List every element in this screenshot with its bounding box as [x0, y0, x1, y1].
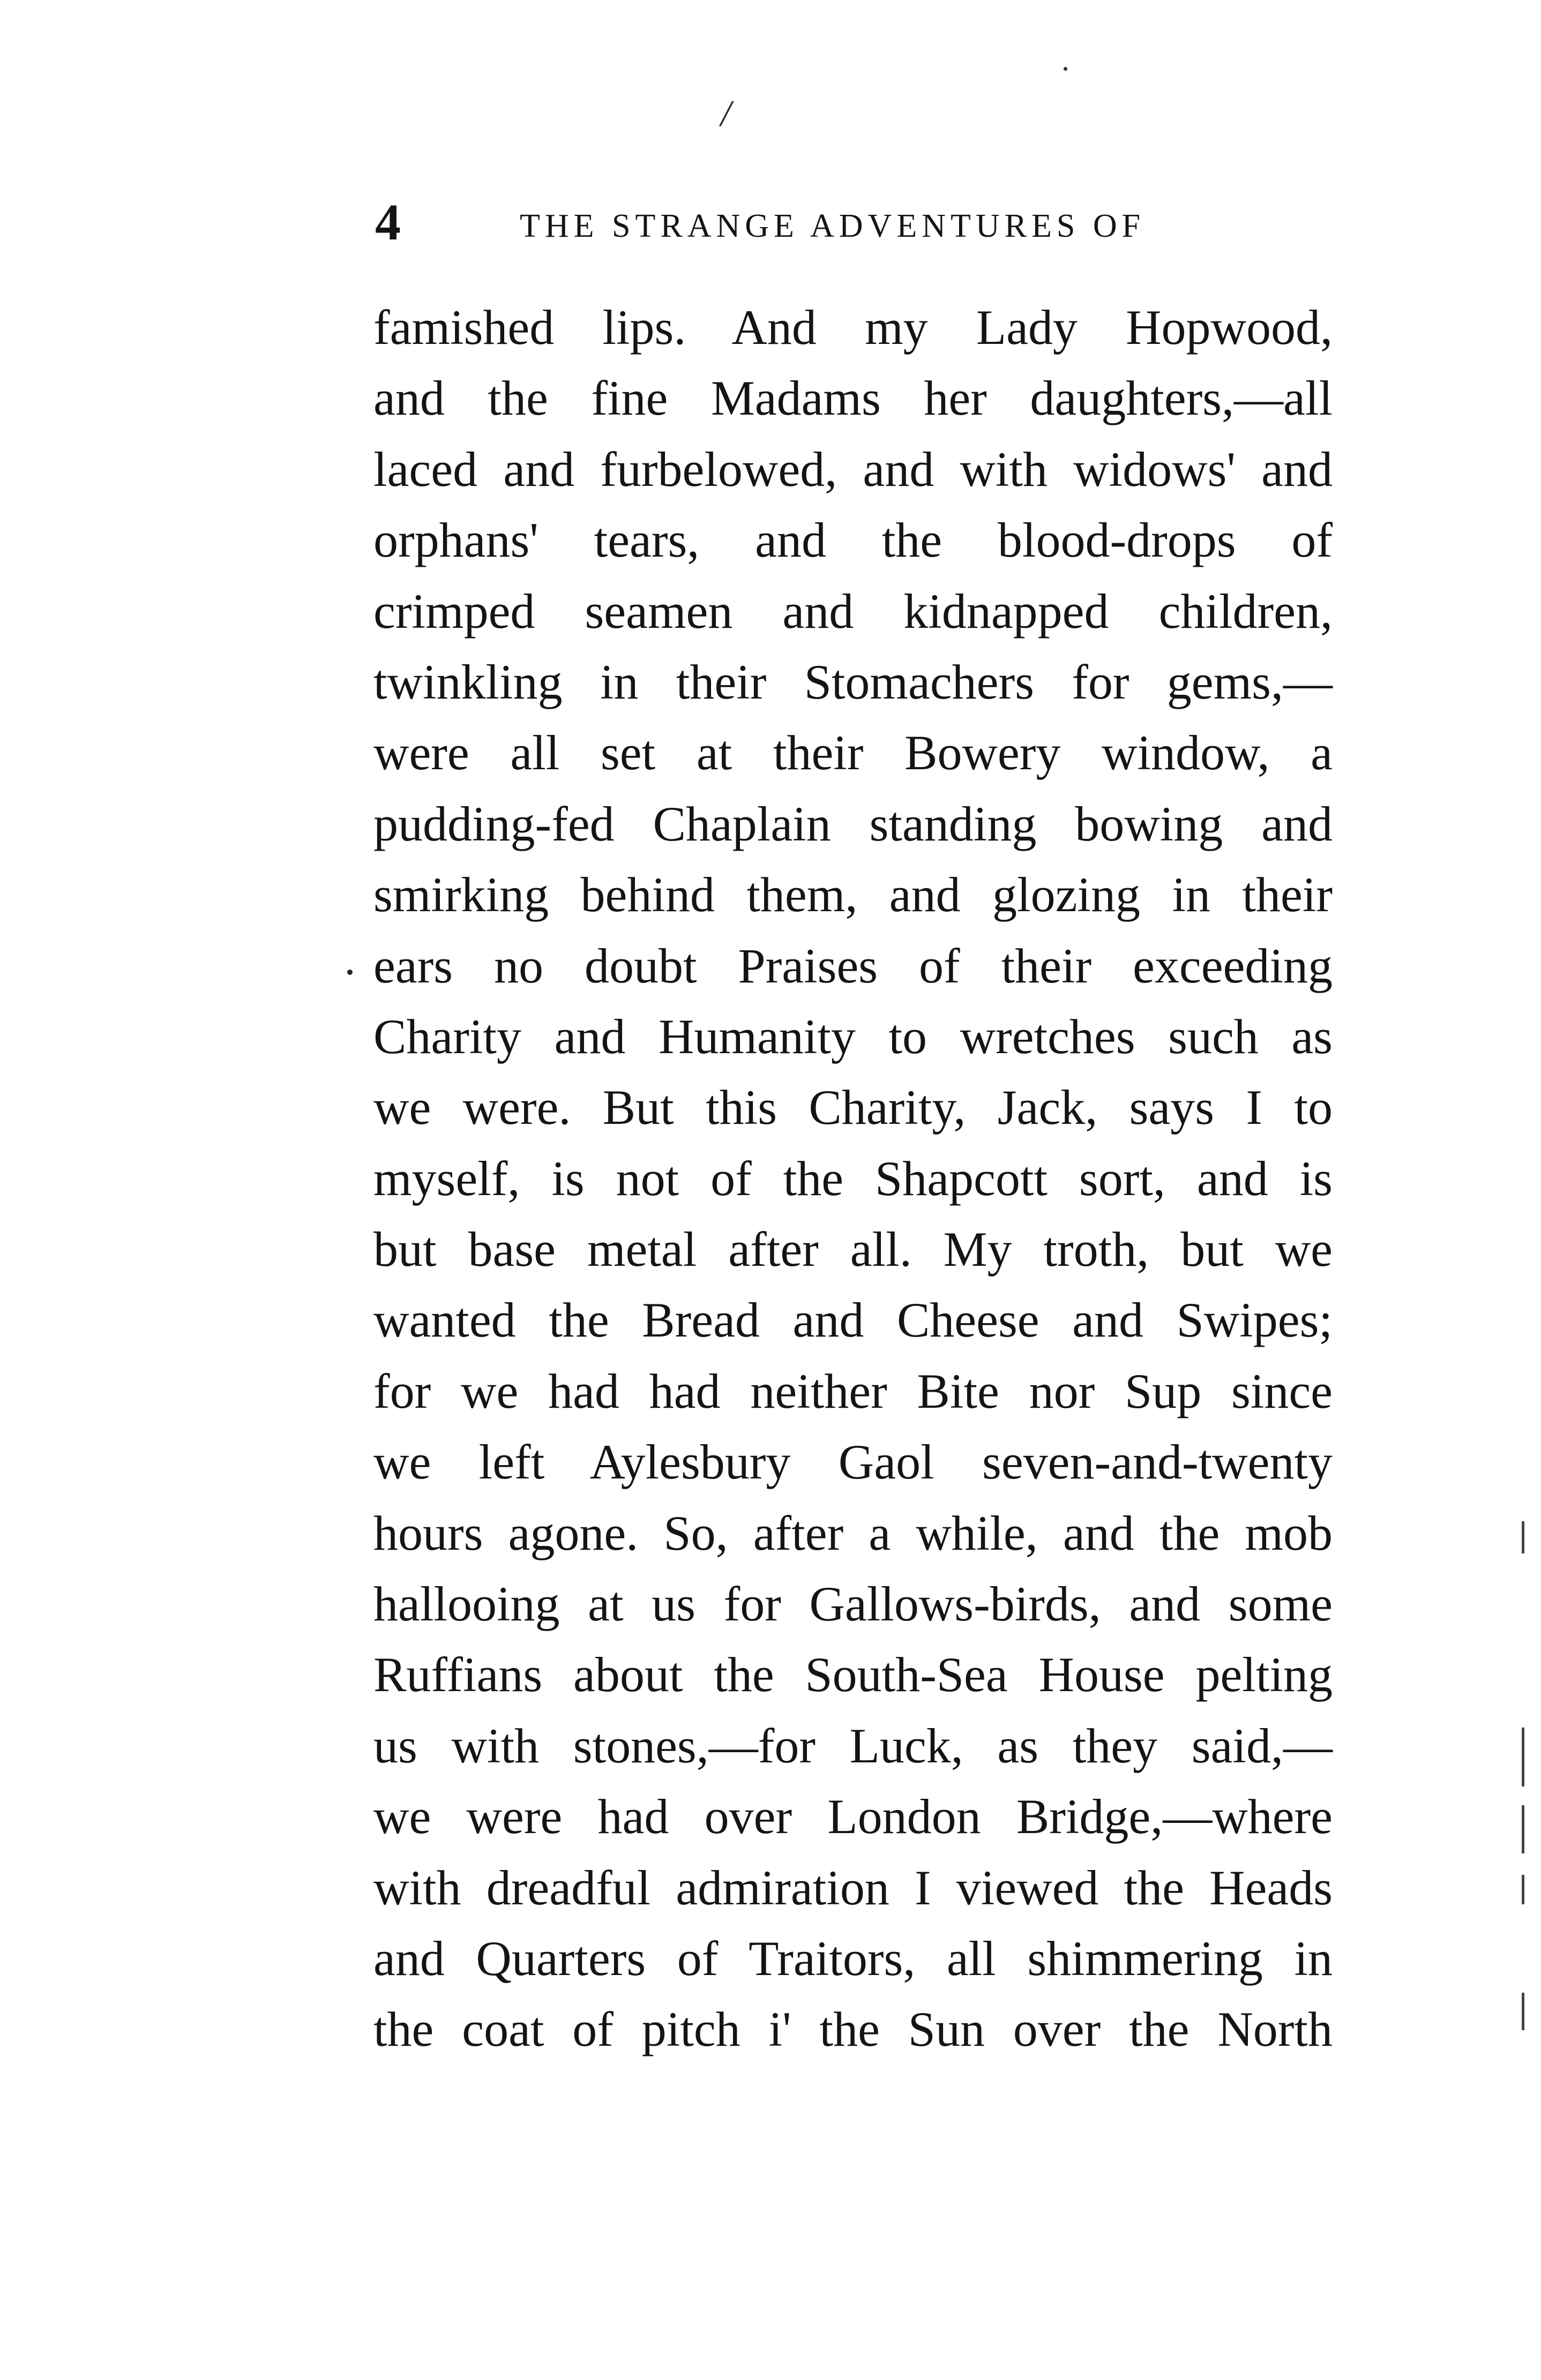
text-line: and the fine Madams her daughters,—all	[373, 371, 1333, 426]
text-line: we were. But this Charity, Jack, says I to	[373, 1080, 1333, 1135]
text-line: twinkling in their Stomachers for gems,—	[373, 654, 1333, 709]
text-line: orphans' tears, and the blood-drops of	[373, 513, 1333, 568]
scan-edge-mark	[1522, 1993, 1524, 2030]
text-line: we were had over London Bridge,—where	[373, 1789, 1333, 1844]
page-header	[375, 193, 1334, 252]
text-line: laced and furbelowed, and with widows' and	[373, 441, 1333, 497]
top-stray-mark: /	[721, 93, 731, 134]
text-line: ears no doubt Praises of their exceeding	[373, 938, 1333, 993]
scan-edge-mark	[1522, 1728, 1524, 1786]
page-number: 4	[375, 193, 401, 251]
text-line: were all set at their Bowery window, a	[373, 725, 1333, 780]
text-line: and Quarters of Traitors, all shimmering in	[373, 1931, 1333, 1986]
text-line: the coat of pitch i' the Sun over the North	[373, 2002, 1333, 2057]
text-line: myself, is not of the Shapcott sort, and is	[373, 1151, 1333, 1206]
running-head: THE STRANGE ADVENTURES OF	[520, 208, 1146, 244]
text-line: with dreadful admiration I viewed the Heads	[373, 1860, 1333, 1915]
scan-edge-mark	[1522, 1521, 1524, 1553]
text-line: famished lips. And my Lady Hopwood,	[373, 300, 1333, 355]
scan-edge-mark	[1522, 1875, 1524, 1904]
text-line: wanted the Bread and Cheese and Swipes;	[373, 1293, 1333, 1348]
scan-speck	[1064, 67, 1067, 71]
text-line: crimped seamen and kidnapped children,	[373, 583, 1333, 639]
margin-dot	[347, 970, 353, 975]
text-line: hours agone. So, after a while, and the mob	[373, 1505, 1333, 1560]
text-line: hallooing at us for Gallows-birds, and some	[373, 1576, 1333, 1632]
text-line: us with stones,—for Luck, as they said,—	[373, 1718, 1333, 1773]
text-line: pudding-fed Chaplain standing bowing and	[373, 796, 1333, 851]
text-line: but base metal after all. My troth, but we	[373, 1222, 1333, 1277]
scan-edge-mark	[1522, 1805, 1524, 1853]
text-line: Charity and Humanity to wretches such as	[373, 1009, 1333, 1064]
text-line: smirking behind them, and glozing in their	[373, 867, 1333, 922]
body-text	[373, 292, 1333, 2065]
text-line: Ruffians about the South-Sea House pelting	[373, 1647, 1333, 1702]
text-line: for we had had neither Bite nor Sup since	[373, 1363, 1333, 1418]
text-line: we left Aylesbury Gaol seven-and-twenty	[373, 1435, 1333, 1490]
